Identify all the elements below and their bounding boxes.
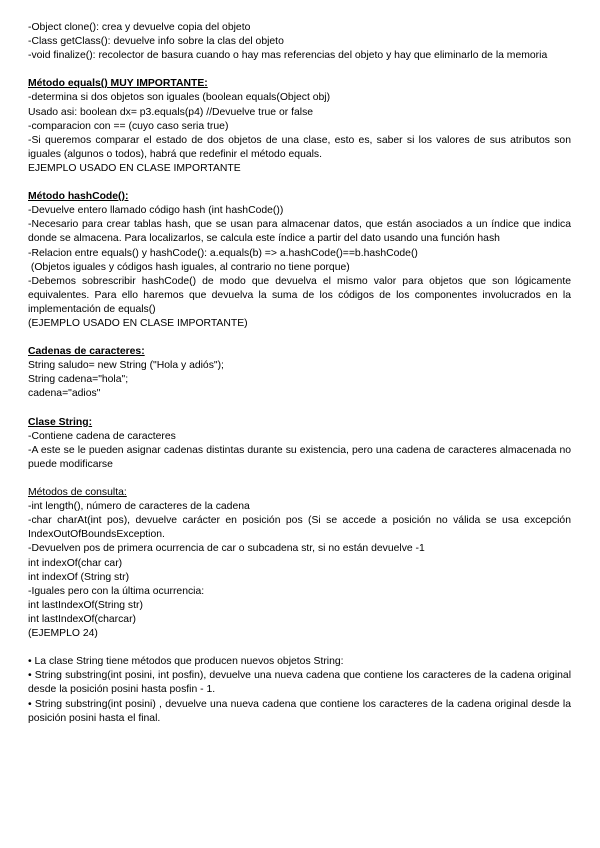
consulta-line: -int length(), número de caracteres de la cadena [28,501,250,513]
clase-string-heading: Clase String: [28,416,93,428]
consulta-section [28,486,574,641]
equals-heading: Método equals() MUY IMPORTANTE: [28,78,208,90]
equals-line: Usado asi: boolean dx= p3.equals(p4) //Devuelve true or false [28,106,314,118]
document-page [28,21,574,726]
clase-string-line: -A este se le pueden asignar cadenas distintas durante su existencia, pero una cadena de caracteres almacenada no puede modificarse [28,444,574,470]
spacer [28,641,571,655]
equals-line: -comparacion con == (cuyo caso seria true) [28,120,229,132]
bullets-section [28,655,574,725]
clase-string-section [28,416,574,472]
spacer [28,176,571,190]
bullet-item: • String substring(int posini) , devuelve una nueva cadena que contiene los caracteres de la cadena original desde la posición posini hasta el final. [28,698,574,724]
bullet-item: • String substring(int posini, int posfin), devuelve una nueva cadena que contiene los caracteres de la cadena original desde la posición posini hasta posfin - 1. [28,670,574,696]
hashcode-line: -Devuelve entero llamado código hash (int hashCode()) [28,205,284,217]
object-clone-line: -Object clone(): crea y devuelve copia del objeto [28,22,251,33]
equals-line: EJEMPLO USADO EN CLASE IMPORTANTE [28,162,241,174]
bullet-item: • La clase String tiene métodos que producen nuevos objetos String: [28,656,344,668]
consulta-line: int lastIndexOf(charcar) [28,613,136,625]
equals-line: -Si queremos comparar el estado de dos objetos de una clase, esto es, saber si los valores de sus atributos son iguales (algunos o todos), habrá que redefinir el método equals. [28,134,574,160]
spacer [28,402,571,416]
hashcode-line: (Objetos iguales y códigos hash iguales, al contrario no tiene porque) [28,261,350,273]
equals-line: -determina si dos objetos son iguales (boolean equals(Object obj) [28,92,331,104]
equals-section [28,77,574,176]
spacer [28,331,571,345]
hashcode-line: (EJEMPLO USADO EN CLASE IMPORTANTE) [28,317,248,329]
void-finalize-line: -void finalize(): recolector de basura cuando o hay mas referencias del objeto y hay que eliminarlo de la memoria [28,50,548,62]
consulta-line: -char charAt(int pos), devuelve carácter en posición pos (Si se accede a posición no válida se usa excepción IndexOutOfBoundsException. [28,515,574,541]
consulta-line: -Iguales pero con la última ocurrencia: [28,585,205,597]
consulta-heading: Métodos de consulta: [28,487,127,499]
spacer [28,63,571,77]
hashcode-section [28,190,574,331]
hashcode-line: -Relacion entre equals() y hashCode(): a.equals(b) => a.hashCode()==b.hashCode() [28,247,418,259]
cadenas-line: String saludo= new String ("Hola y adiós"); [28,360,224,372]
cadenas-line: String cadena="hola"; [28,374,129,386]
spacer [28,472,571,486]
consulta-line: int lastIndexOf(String str) [28,599,143,611]
cadenas-heading: Cadenas de caracteres: [28,346,145,358]
hashcode-line: -Debemos sobrescribir hashCode() de modo que devuelva el mismo valor para objetos que son lógicamente equivalentes. Para ello haremos que devuelva la suma de los códigos de los componentes involucrados en la implementación de equals() [28,275,574,315]
consulta-line: int indexOf(char car) [28,557,123,569]
intro-section [28,21,571,63]
hashcode-heading: Método hashCode(): [28,191,129,203]
clase-string-line: -Contiene cadena de caracteres [28,430,176,442]
hashcode-line: -Necesario para crear tablas hash, que se usan para almacenar datos, que están asociados a un índice que indica donde se almacena. Para localizarlos, se calcula este índice a partir del dato usando una función hash [28,219,574,245]
class-getclass-line: -Class getClass(): devuelve info sobre la clas del objeto [28,36,284,48]
consulta-line: -Devuelven pos de primera ocurrencia de car o subcadena str, si no están devuelve -1 [28,543,425,555]
cadenas-section [28,345,571,401]
cadenas-line: cadena="adios" [28,388,101,400]
consulta-line: int indexOf (String str) [28,571,130,583]
consulta-line: (EJEMPLO 24) [28,628,98,640]
